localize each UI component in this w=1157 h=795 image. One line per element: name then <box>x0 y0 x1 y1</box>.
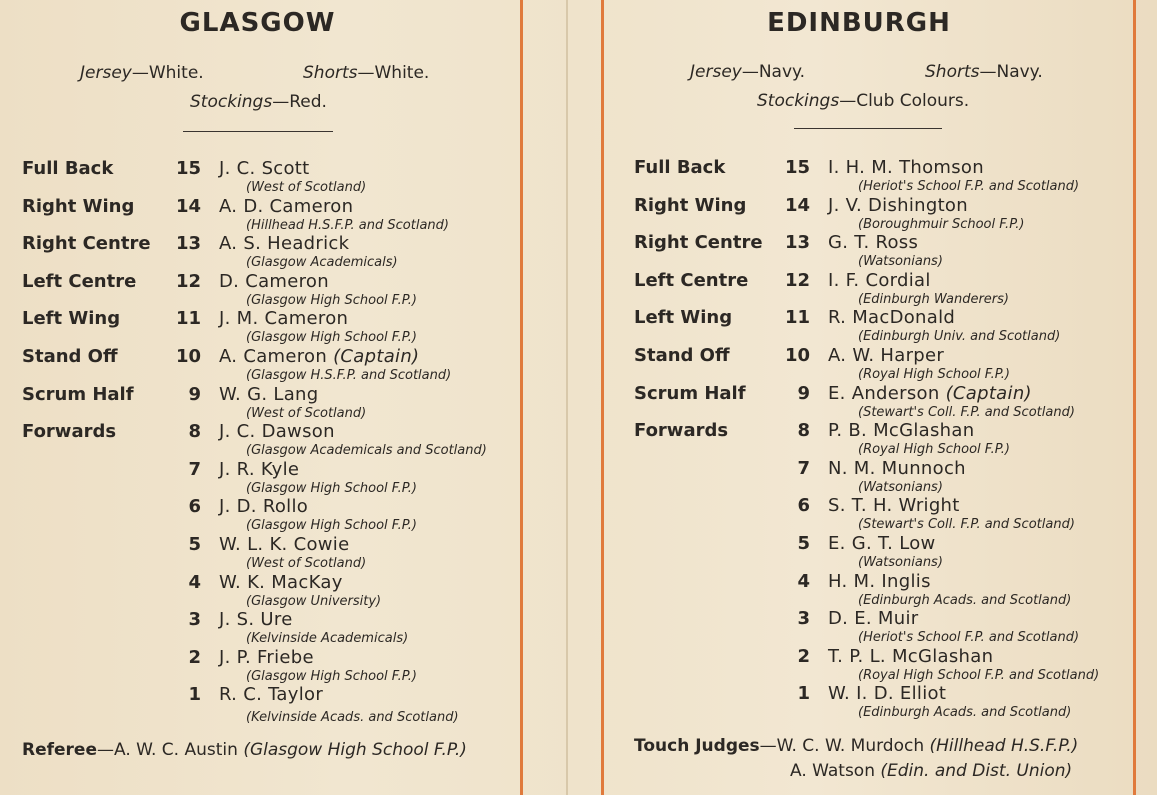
centre-fold <box>566 0 568 795</box>
player-club: (Glasgow High School F.P.) <box>246 480 417 496</box>
player-name <box>219 459 299 480</box>
player-name <box>828 608 918 629</box>
player-number: 1 <box>188 684 201 706</box>
player-name-text: N. M. Munnoch <box>828 457 966 479</box>
player-club: (Edinburgh Acads. and Scotland) <box>858 592 1072 608</box>
player-number: 4 <box>797 570 810 592</box>
player-name <box>828 533 936 554</box>
glasgow-shorts-label: Shorts <box>303 63 358 83</box>
player-name-text: A. Cameron <box>219 346 328 367</box>
player-row <box>0 346 520 386</box>
player-row <box>0 609 520 649</box>
player-row <box>604 195 1133 235</box>
player-row <box>604 495 1133 535</box>
glasgow-title: GLASGOW <box>179 8 336 38</box>
player-name <box>219 233 349 254</box>
player-number: 11 <box>784 307 810 329</box>
player-row <box>0 158 520 198</box>
player-club: (Stewart's Coll. F.P. and Scotland) <box>858 404 1075 420</box>
edinburgh-stockings <box>757 91 969 111</box>
player-position: Stand Off <box>22 346 118 367</box>
edinburgh-divider <box>794 128 942 129</box>
player-name <box>828 232 918 253</box>
player-name <box>828 383 1032 404</box>
player-number: 5 <box>188 534 201 555</box>
glasgow-stockings <box>190 92 327 112</box>
player-name <box>219 534 349 555</box>
player-club: (West of Scotland) <box>246 556 367 571</box>
player-name <box>219 271 329 292</box>
player-club: (Hillhead H.S.F.P. and Scotland) <box>246 217 449 233</box>
player-position: Forwards <box>634 420 729 442</box>
player-club: (Kelvinside Acads. and Scotland) <box>246 710 459 726</box>
player-name-text: T. P. L. McGlashan <box>828 645 994 667</box>
glasgow-shorts-value: —White. <box>357 63 430 83</box>
player-name-text: J. C. Dawson <box>219 421 335 443</box>
player-row <box>604 646 1133 686</box>
player-number: 12 <box>784 269 810 291</box>
player-club: (Stewart's Coll. F.P. and Scotland) <box>858 517 1075 533</box>
player-name <box>219 308 348 329</box>
player-row <box>604 608 1133 648</box>
player-number: 14 <box>175 195 201 217</box>
player-club: (Royal High School F.P.) <box>858 442 1010 458</box>
glasgow-referee <box>22 740 467 760</box>
player-number: 1 <box>797 683 810 705</box>
captain-marker: (Captain) <box>945 382 1032 404</box>
player-number: 10 <box>175 346 201 367</box>
player-name-text: G. T. Ross <box>828 232 919 254</box>
player-number: 12 <box>175 270 201 292</box>
player-name-text: R. C. Taylor <box>219 684 324 706</box>
player-number: 15 <box>784 157 810 178</box>
player-position: Full Back <box>634 157 726 178</box>
player-club: (Glasgow High School F.P.) <box>246 330 417 346</box>
referee-label: Referee <box>22 740 97 760</box>
player-name-text: W. G. Lang <box>219 383 319 405</box>
touch-judges-line-1 <box>634 736 1078 756</box>
player-club: (Kelvinside Academicals) <box>246 631 409 647</box>
player-number: 2 <box>188 646 201 668</box>
player-club: (Royal High School F.P. and Scotland) <box>858 667 1100 683</box>
player-name-text: A. S. Headrick <box>219 233 350 255</box>
player-number: 13 <box>784 232 810 254</box>
player-name <box>219 609 293 630</box>
player-name <box>219 421 335 442</box>
player-name <box>219 346 419 367</box>
player-number: 3 <box>188 609 201 631</box>
touch-judge-2-club: (Edin. and Dist. Union) <box>880 761 1073 781</box>
player-position: Scrum Half <box>634 382 746 404</box>
player-name-text: I. F. Cordial <box>828 269 931 291</box>
player-position: Left Centre <box>634 269 749 291</box>
player-name-text: J. D. Rollo <box>219 496 309 518</box>
player-name <box>219 158 310 179</box>
player-name-text: I. H. M. Thomson <box>828 157 984 178</box>
player-club: (West of Scotland) <box>246 405 367 421</box>
player-club: (Glasgow Academicals and Scotland) <box>246 443 487 459</box>
edinburgh-jersey <box>690 62 805 82</box>
player-club: (Glasgow High School F.P.) <box>246 292 417 308</box>
player-name-text: J. M. Cameron <box>219 308 349 330</box>
player-number: 14 <box>784 194 810 216</box>
player-name <box>828 270 931 291</box>
glasgow-jersey-label: Jersey <box>80 63 132 83</box>
player-position: Full Back <box>22 158 114 179</box>
player-row <box>0 647 520 687</box>
player-row <box>604 270 1133 310</box>
player-name-text: J. C. Scott <box>219 158 310 179</box>
player-number: 5 <box>797 533 810 554</box>
player-name <box>219 684 323 705</box>
edinburgh-jersey-value: —Navy. <box>741 62 806 82</box>
player-club: (Glasgow University) <box>246 593 382 609</box>
player-name-text: E. Anderson <box>828 382 940 404</box>
glasgow-jersey-value: —White. <box>131 63 204 83</box>
right-edge-border <box>1133 0 1136 795</box>
player-row <box>0 421 520 461</box>
player-club: (Edinburgh Acads. and Scotland) <box>858 705 1072 721</box>
glasgow-stockings-label: Stockings <box>190 92 273 112</box>
player-row <box>604 571 1133 611</box>
player-name <box>219 647 314 668</box>
edinburgh-shorts-label: Shorts <box>925 62 980 82</box>
player-club: (Glasgow Academicals) <box>246 255 398 271</box>
player-number: 3 <box>797 608 810 630</box>
player-club: (Watsonians) <box>858 254 943 270</box>
player-row <box>604 157 1133 197</box>
player-row <box>0 534 520 574</box>
player-name <box>828 307 955 328</box>
captain-marker: (Captain) <box>333 346 420 367</box>
edinburgh-page <box>604 0 1133 795</box>
player-row <box>604 533 1133 573</box>
player-club: (West of Scotland) <box>246 180 367 195</box>
player-name-text: J. R. Kyle <box>219 458 300 480</box>
player-number: 9 <box>188 383 201 405</box>
player-row <box>0 684 520 724</box>
player-row <box>604 345 1133 385</box>
glasgow-shorts <box>303 63 429 83</box>
player-row <box>0 233 520 273</box>
player-name-text: D. Cameron <box>219 270 329 292</box>
player-position: Right Centre <box>22 233 151 255</box>
player-row <box>0 308 520 348</box>
player-name-text: W. L. K. Cowie <box>219 534 350 555</box>
edinburgh-shorts-value: —Navy. <box>979 62 1043 82</box>
player-row <box>0 384 520 424</box>
player-position: Scrum Half <box>22 383 134 405</box>
player-name-text: J. P. Friebe <box>219 646 314 668</box>
player-position: Left Centre <box>22 270 137 292</box>
touch-judge-1-name: —W. C. W. Murdoch <box>759 736 925 756</box>
player-name <box>828 195 968 216</box>
player-name <box>219 384 318 405</box>
player-number: 2 <box>797 645 810 667</box>
player-row <box>0 459 520 499</box>
touch-judge-2-name: A. Watson <box>790 761 875 781</box>
player-row <box>0 572 520 612</box>
player-club: (Heriot's School F.P. and Scotland) <box>858 630 1080 646</box>
player-position: Left Wing <box>22 308 121 330</box>
player-club: (Glasgow High School F.P.) <box>246 518 417 534</box>
player-name-text: A. D. Cameron <box>219 195 354 217</box>
player-number: 11 <box>175 308 201 330</box>
player-name-text: J. V. Dishington <box>828 194 968 216</box>
player-row <box>0 196 520 236</box>
left-page-border <box>520 0 523 795</box>
player-name <box>828 571 931 592</box>
player-name-text: J. S. Ure <box>219 609 293 631</box>
player-row <box>604 383 1133 423</box>
player-club: (Boroughmuir School F.P.) <box>858 216 1025 232</box>
player-name-text: A. W. Harper <box>828 345 945 366</box>
touch-judges-line-2 <box>790 761 1072 781</box>
player-row <box>0 271 520 311</box>
player-name-text: D. E. Muir <box>828 608 919 630</box>
player-club: (Watsonians) <box>858 555 943 570</box>
player-name-text: H. M. Inglis <box>828 570 931 592</box>
player-name <box>828 420 974 441</box>
player-number: 13 <box>175 233 201 255</box>
player-row <box>0 496 520 536</box>
player-number: 8 <box>797 420 810 442</box>
player-row <box>604 420 1133 460</box>
player-name-text: R. MacDonald <box>828 307 956 329</box>
player-position: Stand Off <box>634 345 730 366</box>
glasgow-jersey <box>80 63 204 83</box>
player-number: 9 <box>797 382 810 404</box>
player-name <box>828 495 960 516</box>
player-name-text: S. T. H. Wright <box>828 495 960 517</box>
player-name <box>828 683 946 704</box>
glasgow-divider <box>183 131 333 132</box>
player-number: 7 <box>797 457 810 479</box>
player-club: (Glasgow High School F.P.) <box>246 668 417 684</box>
edinburgh-shorts <box>925 62 1043 82</box>
player-number: 4 <box>188 571 201 593</box>
player-name <box>828 646 993 667</box>
player-club: (Edinburgh Univ. and Scotland) <box>858 329 1061 345</box>
player-name-text: W. I. D. Elliot <box>828 683 947 705</box>
player-row <box>604 458 1133 498</box>
referee-name: —A. W. C. Austin <box>97 740 238 760</box>
player-name-text: P. B. McGlashan <box>828 420 975 442</box>
player-position: Left Wing <box>634 307 733 329</box>
player-number: 8 <box>188 421 201 443</box>
edinburgh-jersey-label: Jersey <box>690 62 742 82</box>
player-number: 10 <box>784 345 810 366</box>
referee-club: (Glasgow High School F.P.) <box>243 740 467 760</box>
player-position: Forwards <box>22 421 117 443</box>
edinburgh-stockings-label: Stockings <box>757 91 840 111</box>
player-position: Right Centre <box>634 232 763 254</box>
player-position: Right Wing <box>22 195 135 217</box>
touch-judges-label: Touch Judges <box>634 736 760 756</box>
player-row <box>604 232 1133 272</box>
player-name-text: W. K. MacKay <box>219 571 343 593</box>
player-name <box>828 458 966 479</box>
glasgow-page <box>0 0 520 795</box>
player-row <box>604 307 1133 347</box>
player-club: (Edinburgh Wanderers) <box>858 291 1009 307</box>
player-name <box>828 345 944 366</box>
glasgow-stockings-value: —Red. <box>272 92 327 112</box>
player-number: 6 <box>188 496 201 518</box>
player-number: 15 <box>175 158 201 179</box>
player-club: (Watsonians) <box>858 479 943 495</box>
player-number: 7 <box>188 458 201 480</box>
player-row <box>604 683 1133 723</box>
edinburgh-stockings-value: —Club Colours. <box>839 91 970 111</box>
edinburgh-title: EDINBURGH <box>767 8 951 38</box>
player-position: Right Wing <box>634 194 747 216</box>
player-name <box>828 157 984 178</box>
player-name <box>219 572 343 593</box>
player-club: (Heriot's School F.P. and Scotland) <box>858 179 1080 194</box>
player-name-text: E. G. T. Low <box>828 533 936 554</box>
touch-judge-1-club: (Hillhead H.S.F.P.) <box>929 736 1079 756</box>
player-name <box>219 196 353 217</box>
player-club: (Royal High School F.P.) <box>858 367 1010 382</box>
player-club: (Glasgow H.S.F.P. and Scotland) <box>246 368 452 383</box>
player-number: 6 <box>797 495 810 517</box>
player-name <box>219 496 308 517</box>
